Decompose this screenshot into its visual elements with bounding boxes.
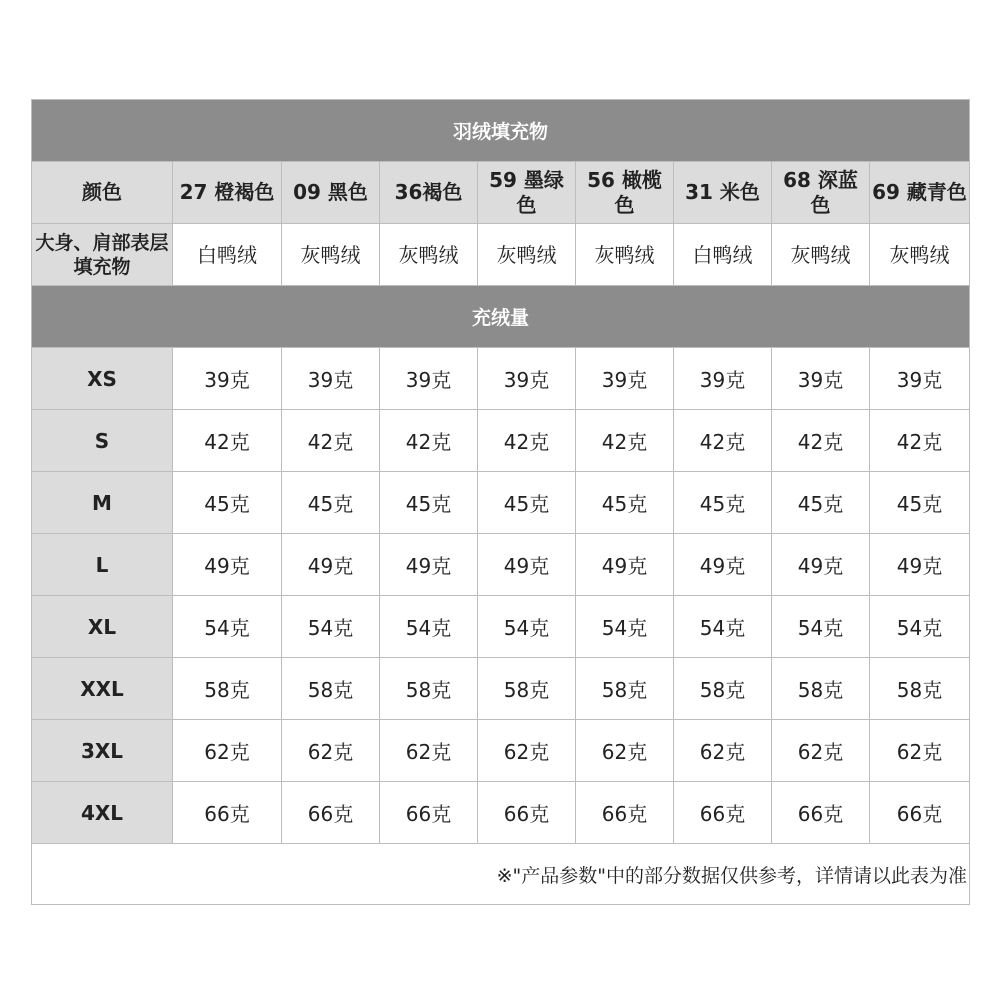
fill-amount-cell: 58克 — [380, 658, 478, 720]
fill-material-cell: 灰鸭绒 — [478, 224, 576, 286]
fill-amount-cell: 54克 — [772, 596, 870, 658]
fill-amount-cell: 45克 — [772, 472, 870, 534]
fill-amount-cell: 58克 — [772, 658, 870, 720]
fill-amount-cell: 45克 — [173, 472, 282, 534]
fill-material-cell: 白鸭绒 — [173, 224, 282, 286]
size-row — [32, 410, 970, 472]
size-row — [32, 782, 970, 844]
color-header-cell: 09 黑色 — [282, 162, 380, 224]
color-header-cell: 59 墨绿色 — [478, 162, 576, 224]
section-header-amount — [32, 286, 970, 348]
color-header-cell: 31 米色 — [674, 162, 772, 224]
fill-amount-cell: 66克 — [576, 782, 674, 844]
fill-amount-cell: 39克 — [674, 348, 772, 410]
fill-amount-cell: 62克 — [772, 720, 870, 782]
fill-material-row — [32, 224, 970, 286]
color-label: 颜色 — [32, 162, 173, 224]
fill-amount-cell: 54克 — [674, 596, 772, 658]
fill-amount-cell: 66克 — [772, 782, 870, 844]
fill-amount-cell: 39克 — [870, 348, 970, 410]
section-title-amount: 充绒量 — [32, 286, 970, 348]
fill-amount-cell: 39克 — [173, 348, 282, 410]
fill-material-cell: 灰鸭绒 — [282, 224, 380, 286]
fill-amount-cell: 62克 — [282, 720, 380, 782]
fill-amount-cell: 66克 — [870, 782, 970, 844]
color-header-row — [32, 162, 970, 224]
section-title-fill: 羽绒填充物 — [32, 100, 970, 162]
fill-amount-cell: 66克 — [282, 782, 380, 844]
size-row — [32, 720, 970, 782]
fill-amount-cell: 42克 — [478, 410, 576, 472]
fill-amount-cell: 42克 — [282, 410, 380, 472]
fill-amount-cell: 42克 — [173, 410, 282, 472]
fill-amount-cell: 62克 — [576, 720, 674, 782]
fill-amount-cell: 58克 — [173, 658, 282, 720]
fill-amount-cell: 66克 — [380, 782, 478, 844]
fill-amount-cell: 62克 — [380, 720, 478, 782]
fill-amount-cell: 54克 — [282, 596, 380, 658]
fill-amount-cell: 45克 — [576, 472, 674, 534]
fill-amount-cell: 54克 — [173, 596, 282, 658]
color-header-cell: 69 藏青色 — [870, 162, 970, 224]
fill-amount-cell: 45克 — [282, 472, 380, 534]
size-label: XXL — [32, 658, 173, 720]
size-label: M — [32, 472, 173, 534]
down-fill-table — [31, 99, 970, 905]
fill-material-cell: 灰鸭绒 — [380, 224, 478, 286]
fill-amount-cell: 42克 — [674, 410, 772, 472]
size-label: XS — [32, 348, 173, 410]
fill-amount-cell: 45克 — [478, 472, 576, 534]
fill-amount-cell: 45克 — [674, 472, 772, 534]
fill-amount-cell: 62克 — [173, 720, 282, 782]
fill-amount-cell: 42克 — [772, 410, 870, 472]
fill-amount-cell: 66克 — [674, 782, 772, 844]
section-header-fill — [32, 100, 970, 162]
fill-amount-cell: 42克 — [380, 410, 478, 472]
fill-amount-cell: 42克 — [870, 410, 970, 472]
fill-amount-cell: 62克 — [478, 720, 576, 782]
fill-amount-cell: 49克 — [576, 534, 674, 596]
fill-amount-cell: 66克 — [478, 782, 576, 844]
fill-material-label: 大身、肩部表层填充物 — [32, 224, 173, 286]
size-row — [32, 348, 970, 410]
fill-amount-cell: 49克 — [478, 534, 576, 596]
note-text: ※"产品参数"中的部分数据仅供参考，详情请以此表为准 — [32, 844, 970, 905]
fill-amount-cell: 49克 — [173, 534, 282, 596]
fill-amount-cell: 54克 — [478, 596, 576, 658]
fill-amount-cell: 45克 — [380, 472, 478, 534]
fill-amount-cell: 39克 — [380, 348, 478, 410]
fill-amount-cell: 62克 — [870, 720, 970, 782]
fill-amount-cell: 58克 — [870, 658, 970, 720]
size-label: S — [32, 410, 173, 472]
size-row — [32, 472, 970, 534]
fill-amount-cell: 66克 — [173, 782, 282, 844]
fill-amount-cell: 54克 — [380, 596, 478, 658]
size-label: L — [32, 534, 173, 596]
fill-amount-cell: 39克 — [576, 348, 674, 410]
fill-amount-cell: 49克 — [772, 534, 870, 596]
fill-amount-cell: 58克 — [478, 658, 576, 720]
size-label: XL — [32, 596, 173, 658]
fill-material-cell: 灰鸭绒 — [576, 224, 674, 286]
fill-material-cell: 白鸭绒 — [674, 224, 772, 286]
size-row — [32, 658, 970, 720]
fill-amount-cell: 45克 — [870, 472, 970, 534]
color-header-cell: 68 深蓝色 — [772, 162, 870, 224]
fill-amount-cell: 39克 — [772, 348, 870, 410]
fill-amount-cell: 58克 — [576, 658, 674, 720]
fill-amount-cell: 58克 — [674, 658, 772, 720]
fill-amount-cell: 58克 — [282, 658, 380, 720]
fill-amount-cell: 49克 — [282, 534, 380, 596]
note-row — [32, 844, 970, 905]
color-header-cell: 36褐色 — [380, 162, 478, 224]
size-row — [32, 534, 970, 596]
size-label: 4XL — [32, 782, 173, 844]
fill-amount-cell: 54克 — [576, 596, 674, 658]
color-header-cell: 56 橄榄色 — [576, 162, 674, 224]
size-row — [32, 596, 970, 658]
fill-amount-cell: 54克 — [870, 596, 970, 658]
fill-amount-cell: 39克 — [478, 348, 576, 410]
fill-amount-cell: 49克 — [380, 534, 478, 596]
fill-material-cell: 灰鸭绒 — [772, 224, 870, 286]
size-label: 3XL — [32, 720, 173, 782]
fill-amount-cell: 49克 — [674, 534, 772, 596]
fill-amount-cell: 42克 — [576, 410, 674, 472]
fill-amount-cell: 49克 — [870, 534, 970, 596]
fill-amount-cell: 62克 — [674, 720, 772, 782]
fill-material-cell: 灰鸭绒 — [870, 224, 970, 286]
fill-amount-cell: 39克 — [282, 348, 380, 410]
color-header-cell: 27 橙褐色 — [173, 162, 282, 224]
